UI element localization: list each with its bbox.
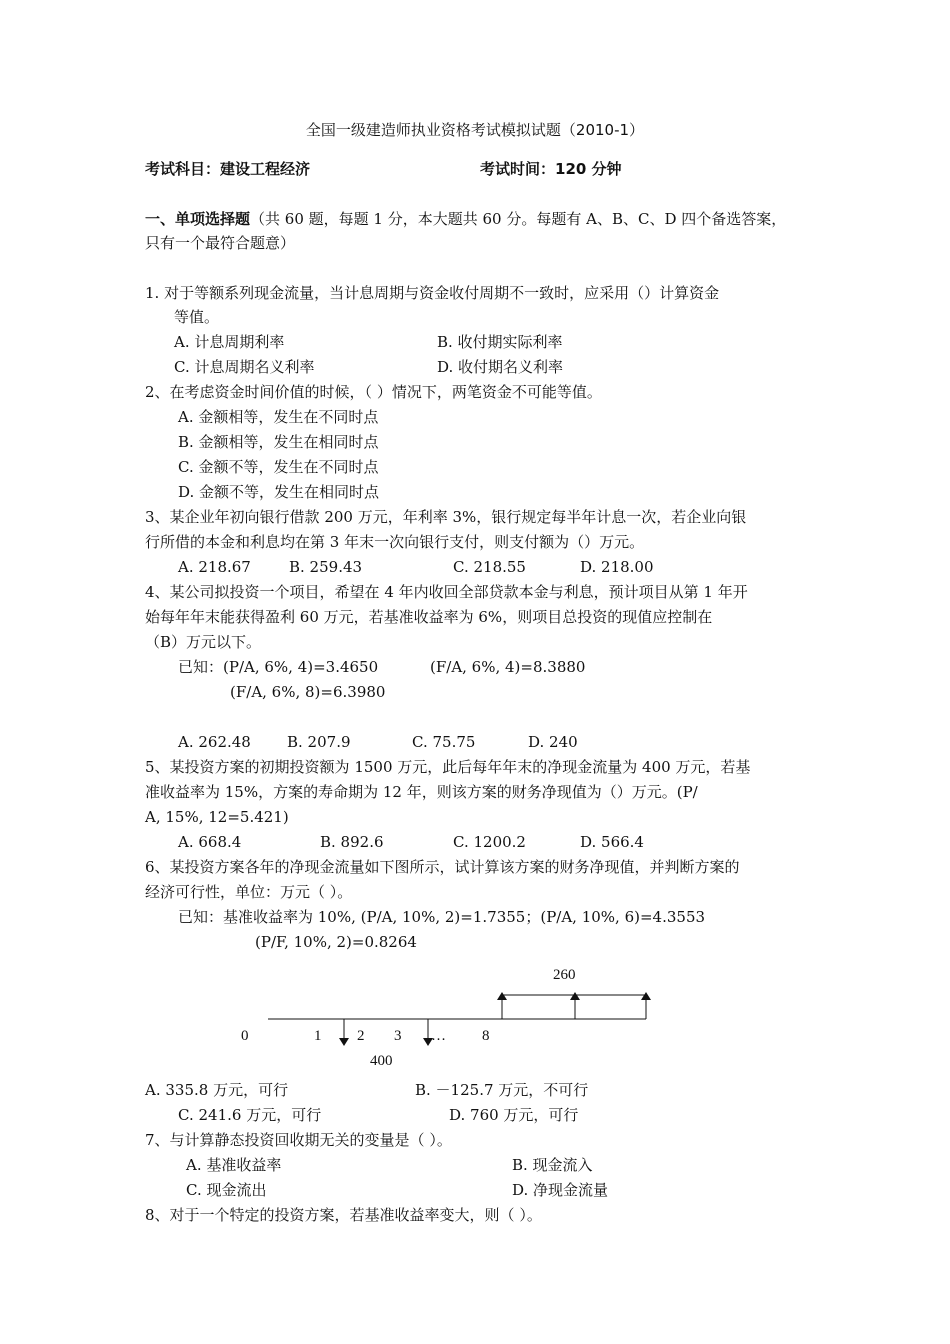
q4-option-b: B. 207.9 <box>287 733 351 751</box>
q4-known-3: (F/A, 6%, 8)=6.3980 <box>230 683 386 701</box>
q5-stem-1: 5、某投资方案的初期投资额为 1500 万元，此后每年年末的净现金流量为 400 万元，若基 <box>145 758 751 776</box>
q1-stem-1: 1. 对于等额系列现金流量，当计息周期与资金收付周期不一致时，应采用（）计算资金 <box>145 284 720 302</box>
q7-option-d: D. 净现金流量 <box>512 1181 609 1199</box>
section-desc-1: （共 60 题，每题 1 分，本大题共 60 分。每题有 A、B、C、D 四个备选答案， <box>250 210 787 228</box>
q6-option-b: B. －125.7 万元，不可行 <box>415 1081 589 1099</box>
q5-option-c: C. 1200.2 <box>453 833 526 851</box>
q2-option-a: A. 金额相等，发生在不同时点 <box>178 408 379 426</box>
q4-stem-1: 4、某公司拟投资一个项目，希望在 4 年内收回全部贷款本金与利息，预计项目从第 1 年开 <box>145 583 748 601</box>
q3-stem-1: 3、某企业年初向银行借款 200 万元，年利率 3%，银行规定每半年计息一次，若企业向银 <box>145 508 747 526</box>
section-desc-2: 只有一个最符合题意） <box>145 234 296 252</box>
q6-option-c: C. 241.6 万元，可行 <box>178 1106 322 1124</box>
q5-stem-2: 准收益率为 15%，方案的寿命期为 12 年，则该方案的财务净现值为（）万元。(P/ <box>145 783 698 801</box>
outflow-label: 400 <box>370 1053 393 1069</box>
q1-stem-2: 等值。 <box>174 308 220 326</box>
q4-stem-3: （B）万元以下。 <box>145 633 262 651</box>
q3-option-a: A. 218.67 <box>178 558 251 576</box>
tick-label-2: 2 <box>357 1028 365 1044</box>
q5-stem-3: A, 15%, 12=5.421) <box>145 808 289 826</box>
q2-option-c: C. 金额不等，发生在不同时点 <box>178 458 379 476</box>
q1-option-d: D. 收付期名义利率 <box>437 358 564 376</box>
q6-option-d: D. 760 万元，可行 <box>449 1106 579 1124</box>
tick-label-0: 0 <box>241 1028 249 1044</box>
q7-option-b: B. 现金流入 <box>512 1156 593 1174</box>
page-title: 全国一级建造师执业资格考试模拟试题（2010-1） <box>305 121 645 139</box>
q4-stem-2: 始每年年末能获得盈利 60 万元，若基准收益率为 6%，则项目总投资的现值应控制在 <box>145 608 713 626</box>
inflow-label: 260 <box>553 967 576 983</box>
q3-option-c: C. 218.55 <box>453 558 526 576</box>
q3-stem-2: 行所借的本金和利息均在第 3 年末一次向银行支付，则支付额为（）万元。 <box>145 533 645 551</box>
q5-option-a: A. 668.4 <box>178 833 242 851</box>
tick-label-8: 8 <box>482 1028 490 1044</box>
q6-option-a: A. 335.8 万元，可行 <box>145 1081 289 1099</box>
q5-option-b: B. 892.6 <box>320 833 384 851</box>
section-heading: 一、单项选择题 <box>145 210 251 228</box>
q4-option-a: A. 262.48 <box>178 733 251 751</box>
q8-stem: 8、对于一个特定的投资方案，若基准收益率变大，则（ ）。 <box>145 1206 542 1224</box>
exam-time: 考试时间：120 分钟 <box>480 160 622 178</box>
q7-option-c: C. 现金流出 <box>186 1181 267 1199</box>
q2-stem: 2、在考虑资金时间价值的时候，（ ）情况下，两笔资金不可能等值。 <box>145 383 602 401</box>
q7-option-a: A. 基准收益率 <box>186 1156 282 1174</box>
tick-label-1: 1 <box>314 1028 322 1044</box>
q4-option-c: C. 75.75 <box>412 733 476 751</box>
tick-label-3: 3 <box>394 1028 402 1044</box>
q1-option-c: C. 计息周期名义利率 <box>174 358 315 376</box>
q4-known-2: (F/A, 6%, 4)=8.3880 <box>430 658 586 676</box>
q3-option-b: B. 259.43 <box>289 558 363 576</box>
q6-stem-1: 6、某投资方案各年的净现金流量如下图所示，试计算该方案的财务净现值，并判断方案的 <box>145 858 740 876</box>
q3-option-d: D. 218.00 <box>580 558 654 576</box>
q1-option-a: A. 计息周期利率 <box>174 333 285 351</box>
section-header <box>145 207 786 231</box>
q5-option-d: D. 566.4 <box>580 833 644 851</box>
q6-known-2: (P/F, 10%, 2)=0.8264 <box>255 933 417 951</box>
q2-option-b: B. 金额相等，发生在相同时点 <box>178 433 379 451</box>
q6-known-1: 已知：基准收益率为 10%, (P/A, 10%, 2)=1.7355；(P/A, 10%, 6)=4.3553 <box>178 908 706 926</box>
q2-option-d: D. 金额不等，发生在相同时点 <box>178 483 380 501</box>
q6-stem-2: 经济可行性，单位：万元（ ）。 <box>145 883 353 901</box>
tick-ellipsis: … <box>431 1028 446 1044</box>
cash-flow-diagram <box>0 955 950 1075</box>
q4-option-d: D. 240 <box>528 733 578 751</box>
exam-subject: 考试科目：建设工程经济 <box>145 160 311 178</box>
q1-option-b: B. 收付期实际利率 <box>437 333 563 351</box>
q4-known-1: 已知：(P/A, 6%, 4)=3.4650 <box>178 658 379 676</box>
q7-stem: 7、与计算静态投资回收期无关的变量是（ ）。 <box>145 1131 452 1149</box>
